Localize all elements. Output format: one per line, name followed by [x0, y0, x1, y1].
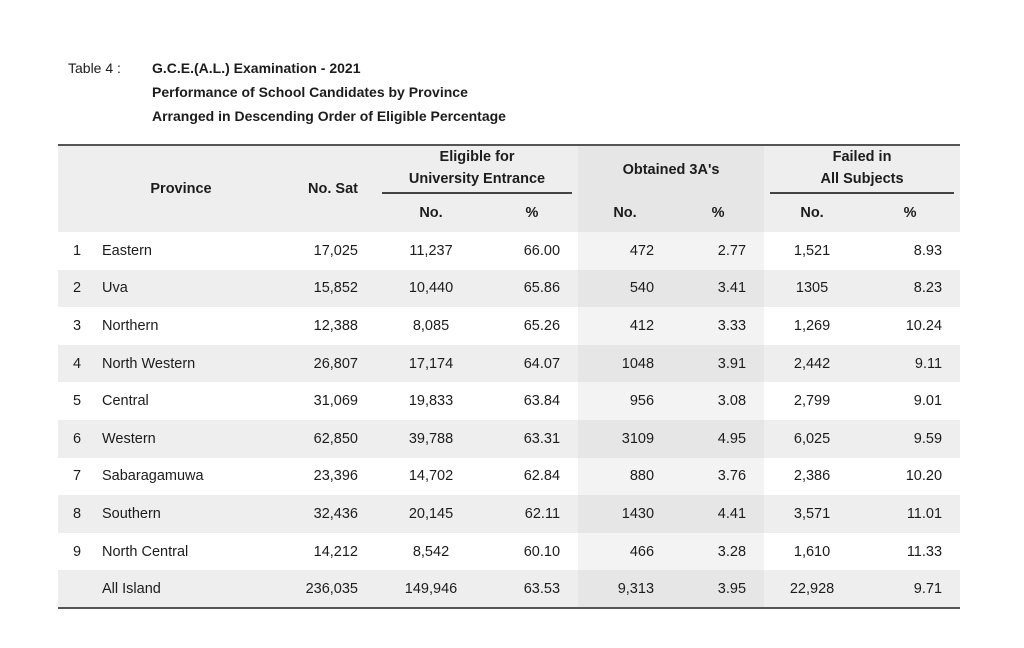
eligible-pct-cell: 62.84 — [523, 468, 561, 485]
table-header — [58, 145, 960, 232]
eligible-no-cell: 14,702 — [408, 468, 454, 485]
eligible-no-cell: 19,833 — [408, 393, 454, 410]
rank-cell: 7 — [72, 468, 82, 485]
failed-no-cell: 2,442 — [764, 345, 860, 383]
no-sat-cell: 17,025 — [313, 242, 358, 259]
failed-no-cell: 1,610 — [793, 543, 831, 560]
eligible-no-cell: 8,542 — [412, 543, 450, 560]
table-title-block — [152, 56, 652, 128]
eligible-no-cell: 8,085 — [412, 317, 450, 334]
a3-pct-cell: 3.76 — [672, 458, 764, 496]
table-row — [58, 270, 960, 308]
failed-pct-cell: 8.23 — [860, 270, 960, 308]
header-eligible-pct: % — [525, 205, 539, 221]
header-failed — [764, 145, 960, 194]
header-province: Province — [96, 145, 266, 232]
province-cell: North Central — [102, 543, 189, 560]
header-failed-no: No. — [800, 205, 824, 221]
table-row — [58, 533, 960, 571]
failed-no-cell: 1305 — [764, 270, 860, 308]
rank-cell: 3 — [72, 317, 82, 334]
failed-pct-cell: 11.33 — [906, 543, 943, 560]
header-obtained-3a: Obtained 3A's — [578, 145, 764, 194]
a3-pct-cell: 2.77 — [672, 232, 764, 270]
province-cell: Sabaragamuwa — [102, 468, 204, 485]
header-no-sat: No. Sat — [266, 145, 376, 232]
a3-no-cell: 880 — [578, 458, 672, 496]
a3-pct-cell: 3.41 — [672, 270, 764, 308]
a3-no-cell: 466 — [578, 533, 672, 571]
eligible-pct-cell: 63.31 — [486, 420, 578, 458]
header-failed-line2: All Subjects — [770, 168, 954, 194]
table-row — [58, 495, 960, 533]
failed-no-cell: 2,799 — [793, 393, 831, 410]
rank-cell — [58, 570, 96, 608]
province-cell: Western — [96, 420, 266, 458]
failed-pct-cell: 10.20 — [905, 468, 943, 485]
eligible-pct-cell: 66.00 — [523, 242, 561, 259]
eligible-no-cell: 11,237 — [409, 242, 453, 259]
province-cell: Southern — [96, 495, 266, 533]
header-3a-pct: % — [672, 194, 764, 232]
no-sat-cell: 12,388 — [313, 317, 358, 334]
province-cell: Central — [102, 393, 149, 410]
no-sat-cell: 31,069 — [313, 393, 358, 410]
failed-pct-cell: 9.01 — [913, 393, 943, 410]
a3-no-cell: 9,313 — [578, 570, 672, 608]
a3-no-cell: 956 — [578, 382, 672, 420]
failed-pct-cell: 11.01 — [860, 495, 960, 533]
header-eligible-no: No. — [419, 205, 443, 221]
table-subtitle: Performance of School Candidates by Province — [152, 84, 468, 100]
table-row — [58, 232, 960, 270]
a3-no-cell: 3109 — [578, 420, 672, 458]
header-eligible — [376, 145, 578, 194]
eligible-no-cell: 10,440 — [376, 270, 486, 308]
failed-no-cell: 1,269 — [793, 317, 831, 334]
failed-pct-cell: 9.11 — [860, 345, 960, 383]
header-failed-pct: % — [903, 205, 917, 221]
table-row — [58, 420, 960, 458]
eligible-pct-cell: 60.10 — [523, 543, 561, 560]
failed-no-cell: 3,571 — [764, 495, 860, 533]
failed-no-cell: 22,928 — [764, 570, 860, 608]
rank-cell: 4 — [58, 345, 96, 383]
failed-pct-cell: 9.71 — [860, 570, 960, 608]
eligible-pct-cell: 63.84 — [523, 393, 561, 410]
table-number-label: Table 4 : — [68, 60, 121, 76]
a3-pct-cell: 3.95 — [672, 570, 764, 608]
a3-no-cell: 412 — [578, 307, 672, 345]
total-row — [58, 570, 960, 608]
a3-pct-cell: 3.28 — [672, 533, 764, 571]
province-cell: North Western — [96, 345, 266, 383]
a3-pct-cell: 4.41 — [672, 495, 764, 533]
a3-no-cell: 1048 — [578, 345, 672, 383]
eligible-pct-cell: 62.11 — [486, 495, 578, 533]
table-row — [58, 345, 960, 383]
eligible-no-cell: 149,946 — [376, 570, 486, 608]
rank-cell: 8 — [58, 495, 96, 533]
a3-no-cell: 472 — [578, 232, 672, 270]
header-failed-line1: Failed in — [832, 149, 892, 165]
results-table — [58, 144, 960, 609]
table-row — [58, 458, 960, 496]
a3-pct-cell: 4.95 — [672, 420, 764, 458]
eligible-pct-cell: 65.26 — [523, 317, 561, 334]
failed-pct-cell: 9.59 — [860, 420, 960, 458]
header-eligible-line2: University Entrance — [382, 168, 572, 194]
header-eligible-line1: Eligible for — [439, 149, 515, 165]
no-sat-cell: 23,396 — [313, 468, 358, 485]
eligible-no-cell: 20,145 — [376, 495, 486, 533]
no-sat-cell: 14,212 — [313, 543, 358, 560]
a3-pct-cell: 3.91 — [672, 345, 764, 383]
failed-no-cell: 2,386 — [793, 468, 831, 485]
failed-pct-cell: 10.24 — [905, 317, 943, 334]
no-sat-cell: 62,850 — [266, 420, 376, 458]
rank-cell: 6 — [58, 420, 96, 458]
no-sat-cell: 26,807 — [266, 345, 376, 383]
a3-pct-cell: 3.08 — [672, 382, 764, 420]
province-cell: Northern — [102, 317, 159, 334]
failed-no-cell: 6,025 — [764, 420, 860, 458]
no-sat-cell: 236,035 — [266, 570, 376, 608]
rank-cell: 2 — [58, 270, 96, 308]
no-sat-cell: 32,436 — [266, 495, 376, 533]
province-cell: Uva — [96, 270, 266, 308]
table-title: G.C.E.(A.L.) Examination - 2021 — [152, 60, 361, 76]
table-body — [58, 232, 960, 608]
eligible-no-cell: 17,174 — [376, 345, 486, 383]
province-cell: Eastern — [102, 242, 152, 259]
eligible-pct-cell: 64.07 — [486, 345, 578, 383]
table-row — [58, 382, 960, 420]
a3-pct-cell: 3.33 — [672, 307, 764, 345]
eligible-pct-cell: 65.86 — [486, 270, 578, 308]
table-row — [58, 307, 960, 345]
province-cell: All Island — [96, 570, 266, 608]
eligible-no-cell: 39,788 — [376, 420, 486, 458]
failed-pct-cell: 8.93 — [913, 242, 943, 259]
no-sat-cell: 15,852 — [266, 270, 376, 308]
rank-cell: 5 — [72, 393, 82, 410]
header-3a-no: No. — [578, 194, 672, 232]
table-subtitle-order: Arranged in Descending Order of Eligible Percentage — [152, 108, 506, 124]
rank-cell: 1 — [72, 242, 82, 259]
failed-no-cell: 1,521 — [793, 242, 831, 259]
rank-cell: 9 — [72, 543, 82, 560]
eligible-pct-cell: 63.53 — [486, 570, 578, 608]
a3-no-cell: 1430 — [578, 495, 672, 533]
a3-no-cell: 540 — [578, 270, 672, 308]
